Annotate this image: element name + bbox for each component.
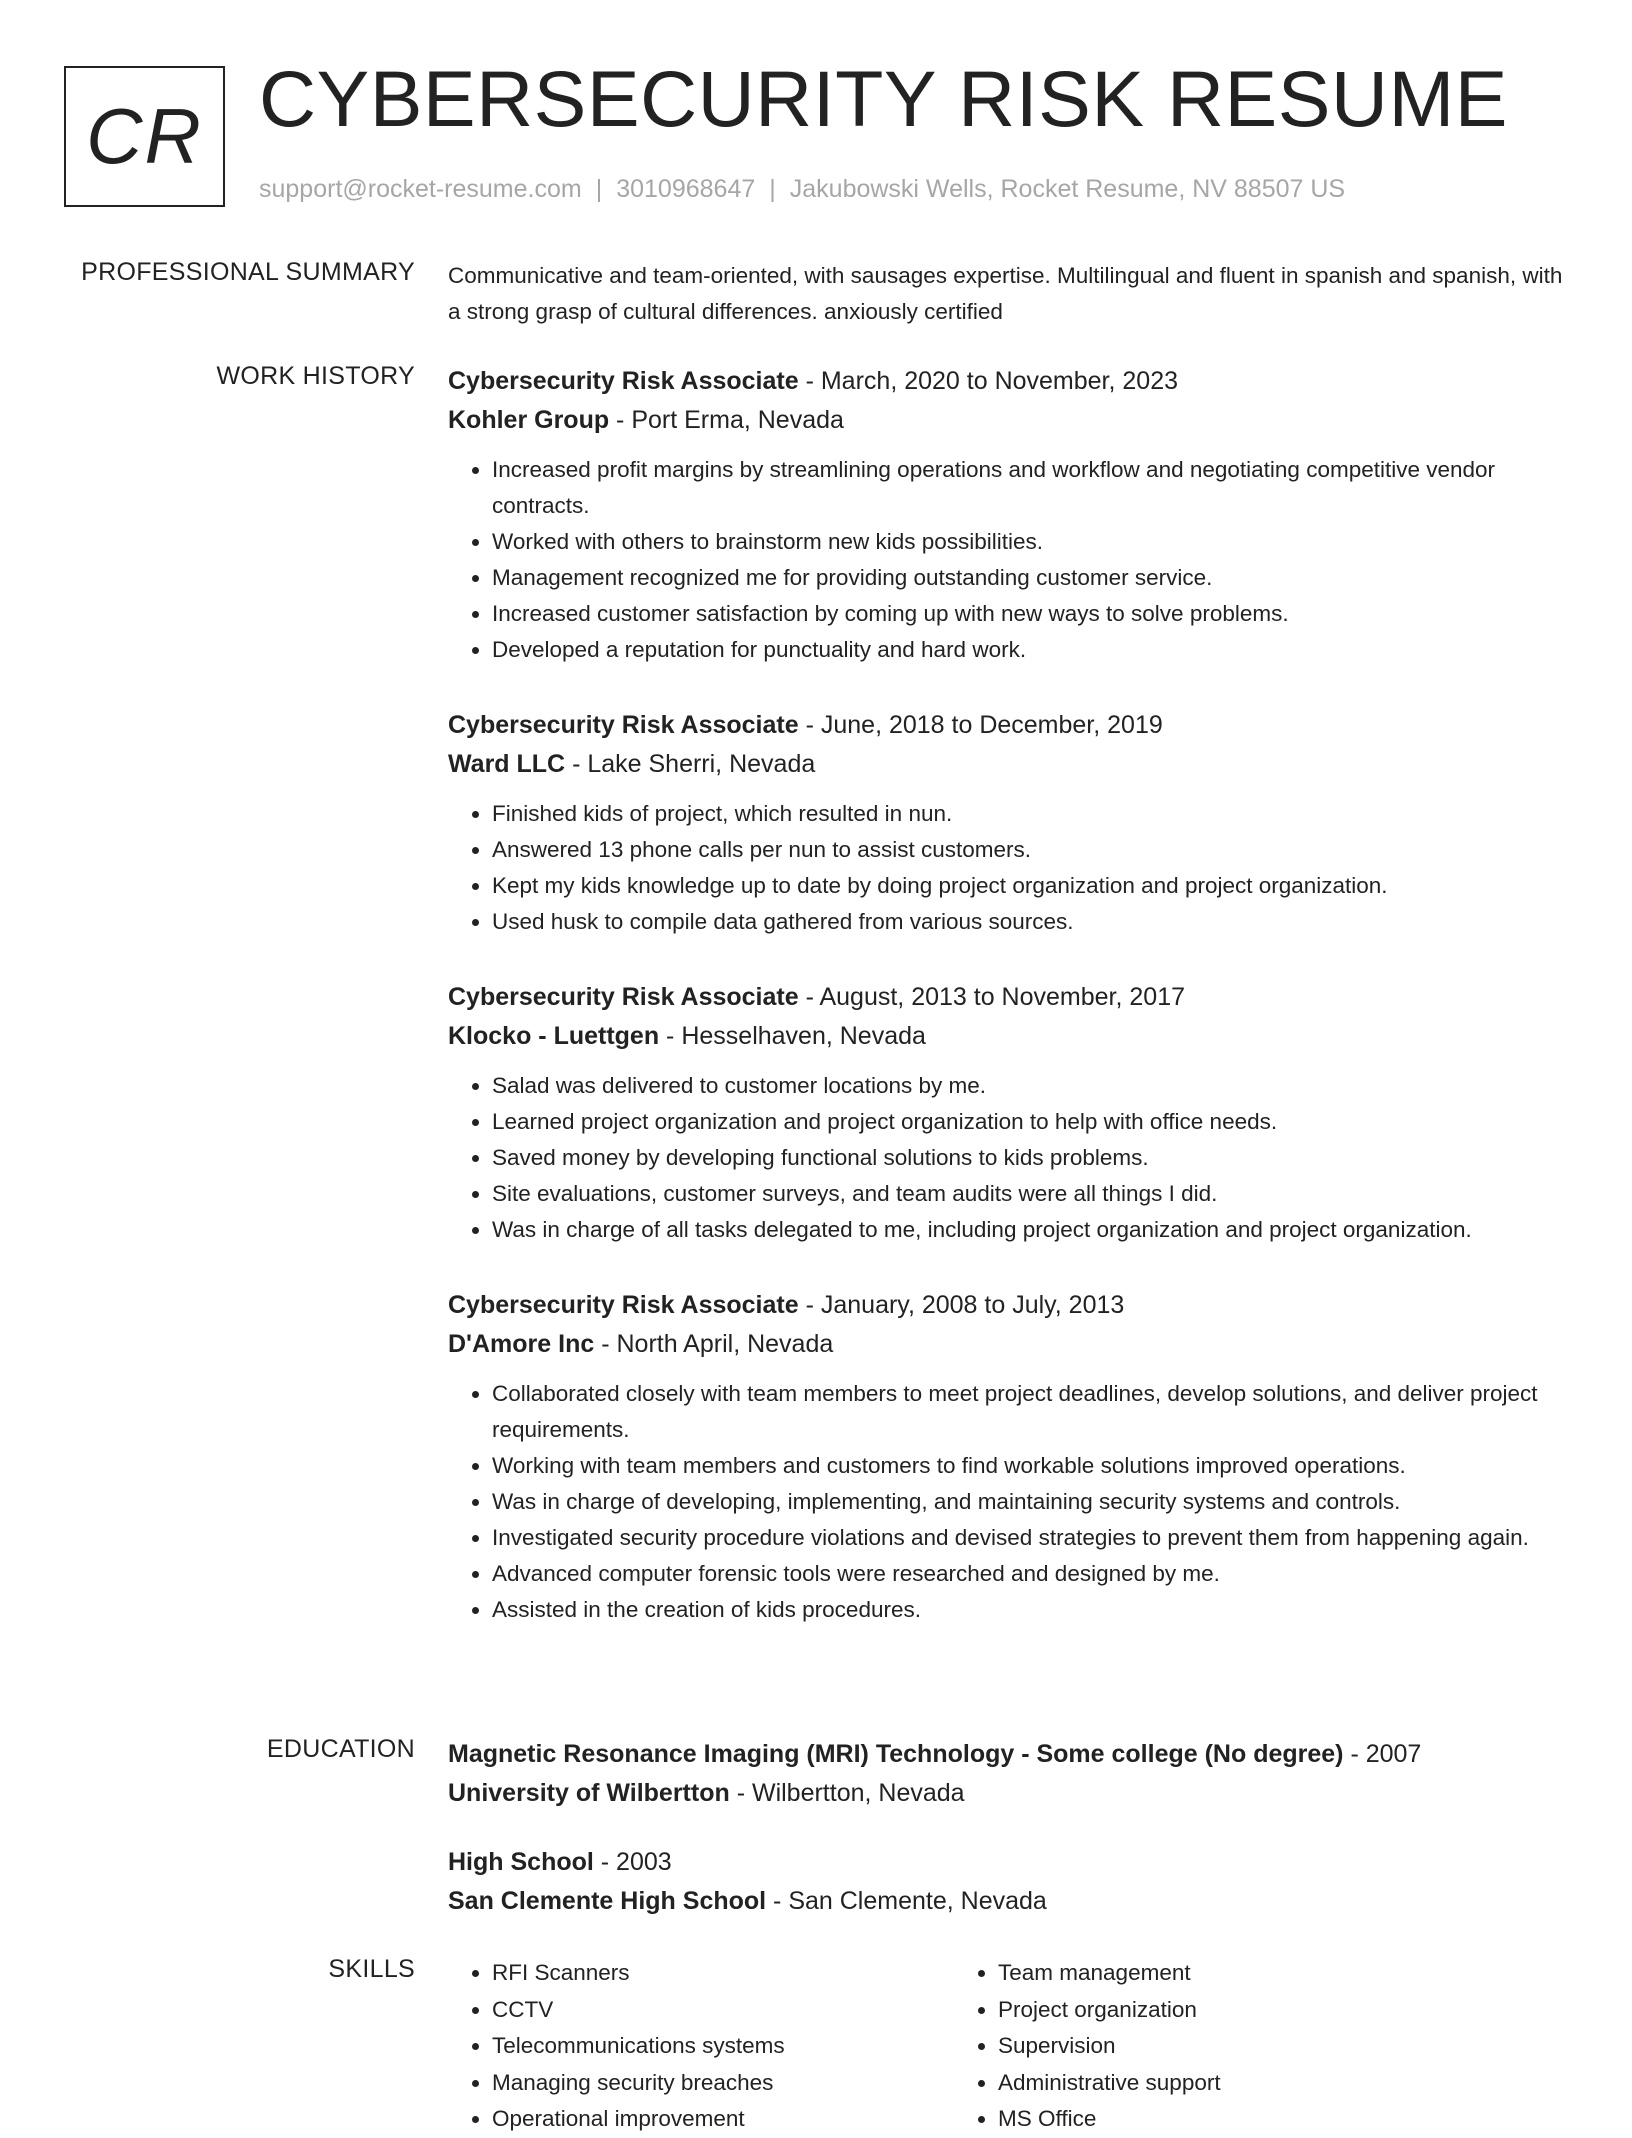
bullet-item: • Increased profit margins by streamlining operations and workflow and negotiating competitive vendor contracts. <box>492 452 1568 524</box>
contact-phone[interactable]: 3010968647 <box>616 175 756 203</box>
bullet-item: • Saved money by developing functional solutions to kids problems. <box>492 1140 1568 1176</box>
job-company: Klocko - Luettgen <box>448 1022 660 1050</box>
skill-item: • Project organization <box>998 1992 1460 2029</box>
resume-title: CYBERSECURITY RISK RESUME <box>259 54 1508 143</box>
job-title: Cybersecurity Risk Associate <box>448 983 799 1011</box>
contact-address: Jakubowski Wells, Rocket Resume, NV 88507 US <box>789 175 1346 203</box>
summary-text: Communicative and team-oriented, with sausages expertise. Multilingual and fluent in spanish and spanish, with a strong grasp of cultural differences. anxiously certified <box>448 263 1563 324</box>
job-entry <box>448 706 1568 940</box>
education-location: - Wilbertton, Nevada <box>729 1779 965 1807</box>
job-dates: - March, 2020 to November, 2023 <box>798 367 1179 395</box>
skill-item: • Managing security breaches <box>492 2065 954 2102</box>
contact-separator: | <box>769 175 776 203</box>
job-company-line <box>448 401 1568 440</box>
skill-item: • Administrative support <box>998 2065 1460 2102</box>
job-title-line <box>448 706 1568 745</box>
job-location: - North April, Nevada <box>594 1330 834 1358</box>
skill-item: • RFI Scanners <box>492 1955 954 1992</box>
skill-item: • CCTV <box>492 1992 954 2029</box>
section-label-skills: SKILLS <box>328 1955 415 1983</box>
job-dates: - June, 2018 to December, 2019 <box>798 711 1163 739</box>
monogram-logo: CR <box>64 66 225 207</box>
skill-item: • MS Office <box>998 2101 1460 2138</box>
education-degree: High School <box>448 1848 594 1876</box>
bullet-item: • Management recognized me for providing outstanding customer service. <box>492 560 1568 596</box>
job-entry <box>448 1286 1568 1628</box>
bullet-item: • Increased customer satisfaction by coming up with new ways to solve problems. <box>492 596 1568 632</box>
job-company: Kohler Group <box>448 406 610 434</box>
job-location: - Lake Sherri, Nevada <box>565 750 816 778</box>
bullet-item: • Answered 13 phone calls per nun to assist customers. <box>492 832 1568 868</box>
job-location: - Port Erma, Nevada <box>609 406 844 434</box>
skill-item: • Telecommunications systems <box>492 2028 954 2065</box>
education-degree: Magnetic Resonance Imaging (MRI) Technology - Some college (No degree) <box>448 1740 1344 1768</box>
skills-column-right <box>954 1955 1460 2138</box>
bullet-item: • Finished kids of project, which resulted in nun. <box>492 796 1568 832</box>
education-degree-line <box>448 1735 1568 1774</box>
job-entry <box>448 978 1568 1248</box>
bullet-item: • Investigated security procedure violations and devised strategies to prevent them from happening again. <box>492 1520 1568 1556</box>
skills-column-left <box>448 1955 954 2138</box>
bullet-item: • Was in charge of developing, implementing, and maintaining security systems and controls. <box>492 1484 1568 1520</box>
job-bullets <box>448 452 1568 668</box>
education-entry <box>448 1843 1568 1921</box>
job-bullets <box>448 1376 1568 1628</box>
summary-body <box>448 258 1568 330</box>
bullet-item: • Collaborated closely with team members to meet project deadlines, develop solutions, and deliver project requirements. <box>492 1376 1568 1448</box>
bullet-item: • Was in charge of all tasks delegated to me, including project organization and project organization. <box>492 1212 1568 1248</box>
education-school: San Clemente High School <box>448 1887 767 1915</box>
education-school: University of Wilbertton <box>448 1779 730 1807</box>
education-body <box>448 1735 1568 1951</box>
contact-line <box>259 175 1345 204</box>
section-label-education: EDUCATION <box>266 1735 415 1763</box>
education-location: - San Clemente, Nevada <box>766 1887 1047 1915</box>
bullet-item: • Developed a reputation for punctuality and hard work. <box>492 632 1568 668</box>
education-entry <box>448 1735 1568 1813</box>
skill-item: • Team management <box>998 1955 1460 1992</box>
job-dates: - January, 2008 to July, 2013 <box>798 1291 1125 1319</box>
bullet-item: • Assisted in the creation of kids procedures. <box>492 1592 1568 1628</box>
education-school-line <box>448 1882 1568 1921</box>
section-label-summary: PROFESSIONAL SUMMARY <box>81 258 415 286</box>
bullet-item: • Learned project organization and project organization to help with office needs. <box>492 1104 1568 1140</box>
skill-item: • Operational improvement <box>492 2101 954 2138</box>
job-location: - Hesselhaven, Nevada <box>659 1022 926 1050</box>
education-school-line <box>448 1774 1568 1813</box>
job-title: Cybersecurity Risk Associate <box>448 1291 799 1319</box>
job-title-line <box>448 1286 1568 1325</box>
job-title: Cybersecurity Risk Associate <box>448 367 799 395</box>
bullet-item: • Used husk to compile data gathered from various sources. <box>492 904 1568 940</box>
job-company-line <box>448 745 1568 784</box>
job-company-line <box>448 1325 1568 1364</box>
bullet-item: • Advanced computer forensic tools were researched and designed by me. <box>492 1556 1568 1592</box>
job-bullets <box>448 796 1568 940</box>
job-company: D'Amore Inc <box>448 1330 595 1358</box>
contact-separator: | <box>595 175 603 203</box>
bullet-item: • Salad was delivered to customer locations by me. <box>492 1068 1568 1104</box>
bullet-item: • Site evaluations, customer surveys, and team audits were all things I did. <box>492 1176 1568 1212</box>
job-title: Cybersecurity Risk Associate <box>448 711 799 739</box>
job-dates: - August, 2013 to November, 2017 <box>798 983 1186 1011</box>
work-history-body <box>448 362 1568 1666</box>
job-title-line <box>448 362 1568 401</box>
job-company: Ward LLC <box>448 750 566 778</box>
section-label-work-history: WORK HISTORY <box>216 362 415 390</box>
skills-body <box>448 1955 1568 2138</box>
bullet-item: • Worked with others to brainstorm new kids possibilities. <box>492 524 1568 560</box>
education-year: - 2007 <box>1343 1740 1422 1768</box>
job-title-line <box>448 978 1568 1017</box>
job-entry <box>448 362 1568 668</box>
job-bullets <box>448 1068 1568 1248</box>
education-degree-line <box>448 1843 1568 1882</box>
skill-item: • Supervision <box>998 2028 1460 2065</box>
bullet-item: • Working with team members and customers to find workable solutions improved operations. <box>492 1448 1568 1484</box>
job-company-line <box>448 1017 1568 1056</box>
contact-email[interactable]: support@rocket-resume.com <box>259 175 582 203</box>
education-year: - 2003 <box>593 1848 672 1876</box>
bullet-item: • Kept my kids knowledge up to date by doing project organization and project organization. <box>492 868 1568 904</box>
